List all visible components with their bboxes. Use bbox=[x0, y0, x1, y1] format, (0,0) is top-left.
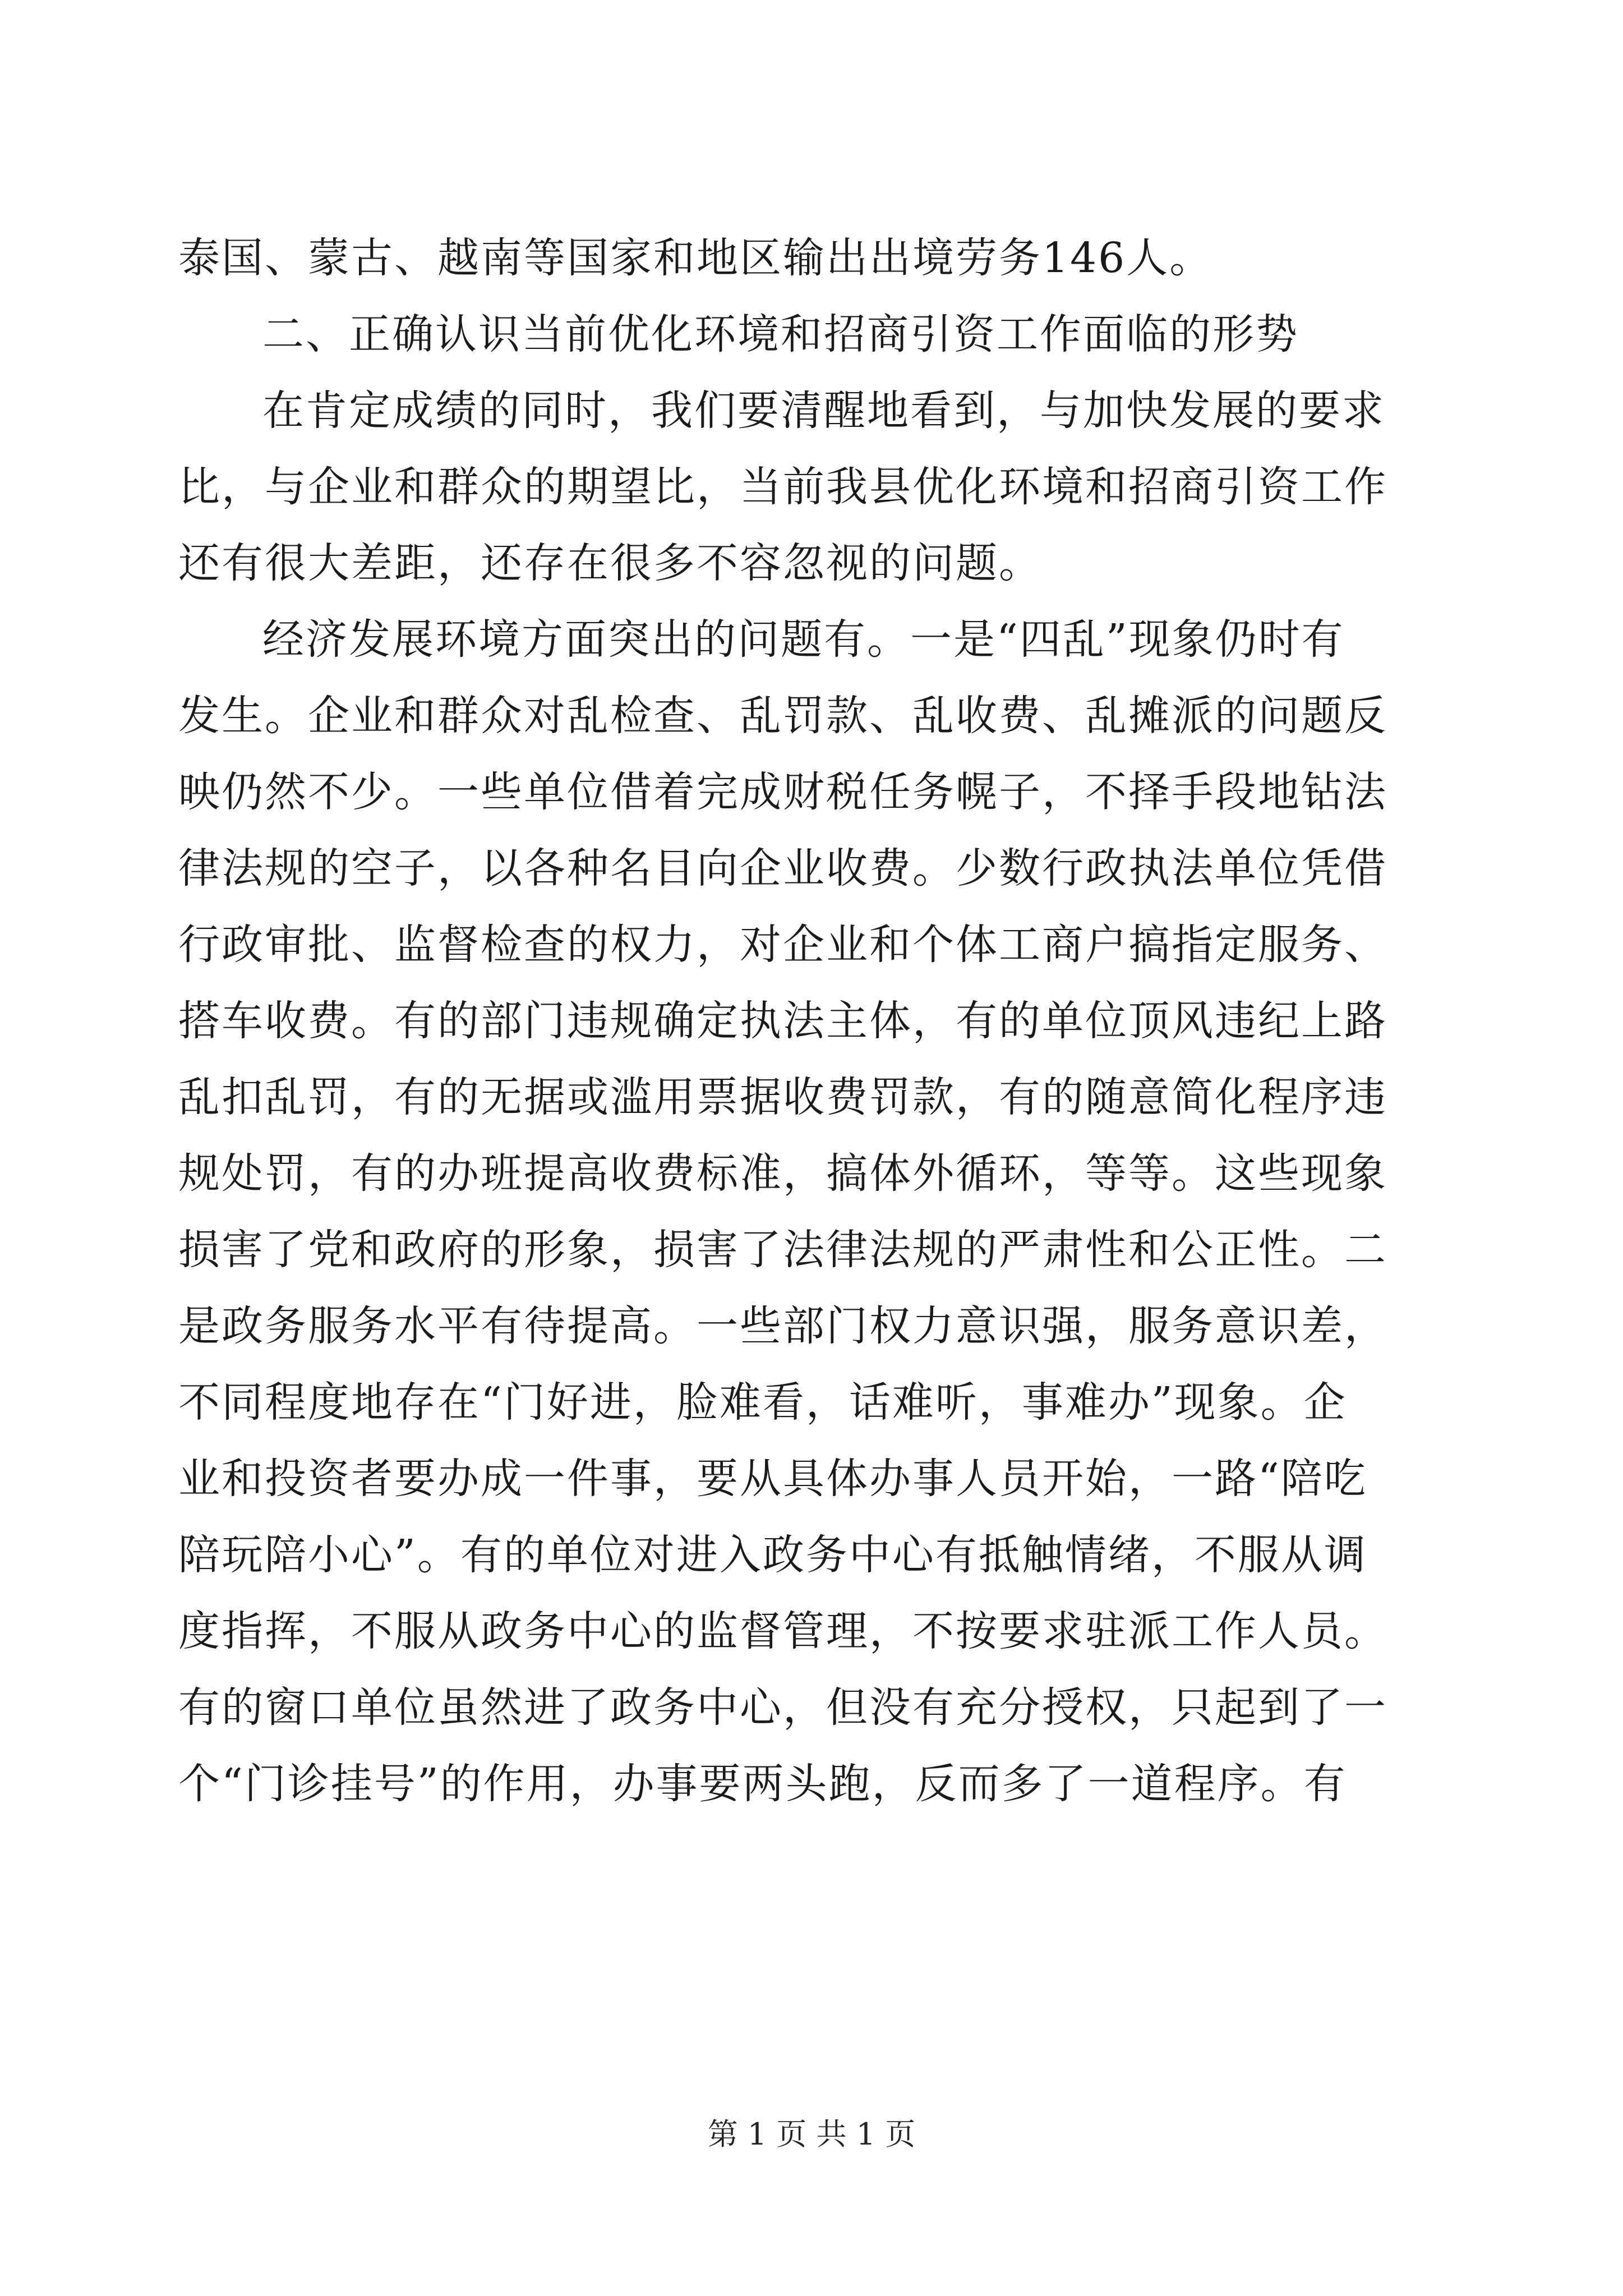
text-line: 搭车收费。有的部门违规确定执法主体，有的单位顶风违纪上路 bbox=[178, 997, 1387, 1045]
text-line: 映仍然不少。一些单位借着完成财税任务幌子，不择手段地钻法 bbox=[178, 768, 1387, 816]
text-line: 发生。企业和群众对乱检查、乱罚款、乱收费、乱摊派的问题反 bbox=[178, 692, 1387, 740]
text-line: 业和投资者要办成一件事，要从具体办事人员开始，一路“陪吃 bbox=[178, 1455, 1367, 1503]
page-number-label: 第 1 页 共 1 页 bbox=[707, 2116, 916, 2152]
text-line: 是政务服务水平有待提高。一些部门权力意识强，服务意识差， bbox=[178, 1302, 1387, 1350]
text-line: 损害了党和政府的形象，损害了法律法规的严肃性和公正性。二 bbox=[178, 1226, 1387, 1274]
text-line: 有的窗口单位虽然进了政务中心，但没有充分授权，只起到了一 bbox=[178, 1683, 1387, 1732]
text-line: 陪玩陪小心”。有的单位对进入政务中心有抵触情绪，不服从调 bbox=[178, 1531, 1367, 1579]
paragraph-start-line: 经济发展环境方面突出的问题有。一是“四乱”现象仍时有 bbox=[262, 615, 1345, 664]
text-line: 个“门诊挂号”的作用，办事要两头跑，反而多了一道程序。有 bbox=[178, 1760, 1347, 1808]
text-line: 度指挥，不服从政务中心的监督管理，不按要求驻派工作人员。 bbox=[178, 1607, 1387, 1655]
text-line: 不同程度地存在“门好进，脸难看，话难听，事难办”现象。企 bbox=[178, 1378, 1347, 1427]
section-heading: 二、正确认识当前优化环境和招商引资工作面临的形势 bbox=[262, 310, 1299, 358]
text-line: 乱扣乱罚，有的无据或滥用票据收费罚款，有的随意简化程序违 bbox=[178, 1073, 1387, 1121]
text-line: 律法规的空子，以各种名目向企业收费。少数行政执法单位凭借 bbox=[178, 844, 1387, 892]
text-line: 比，与企业和群众的期望比，当前我县优化环境和招商引资工作 bbox=[178, 463, 1387, 511]
text-line: 还有很大差距，还存在很多不容忽视的问题。 bbox=[178, 539, 1042, 587]
text-line: 泰国、蒙古、越南等国家和地区输出出境劳务146人。 bbox=[178, 234, 1213, 282]
text-line: 行政审批、监督检查的权力，对企业和个体工商户搞指定服务、 bbox=[178, 921, 1387, 969]
paragraph-start-line: 在肯定成绩的同时，我们要清醒地看到，与加快发展的要求 bbox=[262, 386, 1385, 435]
page-footer bbox=[0, 2115, 1623, 2154]
text-line: 规处罚，有的办班提高收费标准，搞体外循环，等等。这些现象 bbox=[178, 1149, 1387, 1198]
